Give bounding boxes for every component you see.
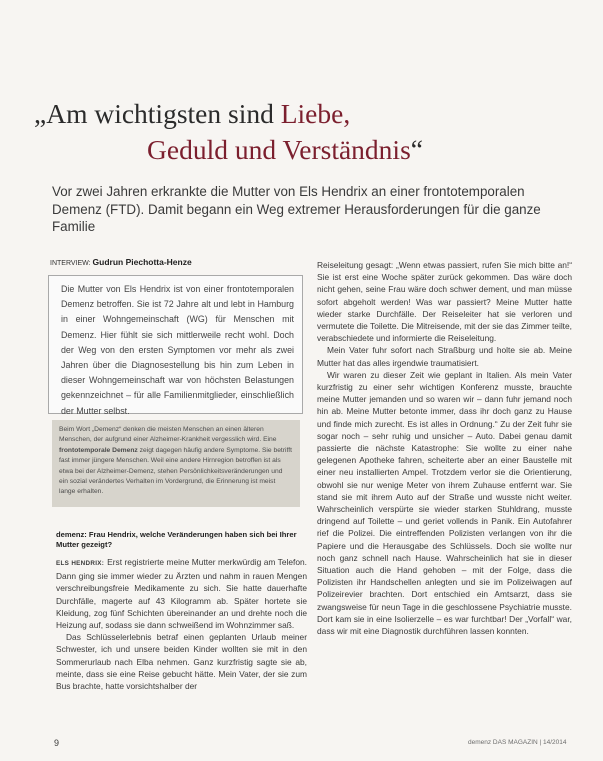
paragraph: Das Schlüsselerlebnis betraf einen geplanten Urlaub meiner Schwester, ich und unsere beiden Kinder wollten sie mit in den Sommerurlaub nach Elba nehmen. Ganz kurzfristig sagte sie ab, meinte, dass sie eine Reise gebucht hätte. Mein Vater, der sie zum Bus brachte, hatte vorsichtshalber der bbox=[56, 632, 307, 692]
interview-question: demenz: Frau Hendrix, welche Veränderungen haben sich bei Ihrer Mutter gezeigt? bbox=[56, 530, 297, 549]
byline-prefix: INTERVIEW: bbox=[50, 260, 93, 267]
article-lead: Vor zwei Jahren erkrankte die Mutter von Els Hendrix an einer frontotemporalen Demenz (FTD). Damit begann ein Weg extremer Herausforderungen für die ganze Familie bbox=[52, 184, 541, 234]
column-right bbox=[317, 259, 572, 637]
headline-accent-1: Liebe, bbox=[280, 98, 351, 129]
paragraph: ELS HENDRIX: Erst registrierte meine Mutter merkwürdig am Telefon. Dann ging sie immer wieder zu Ärzten und nahm in rauen Mengen verschreibungsfreie Medikamente zu sich. Sie hatte dauerhafte Durchfälle, magerte auf 43 Kilogramm ab. Später hortete sie Kleidung, zog fünf Schichten übereinander an und drehte noch die Heizung auf, sodass sie dann schweißend im Wohnzimmer saß. bbox=[56, 557, 307, 631]
headline-line-2: Geduld und Verständnis“ bbox=[147, 134, 423, 165]
byline bbox=[50, 257, 192, 267]
paragraph: Wir waren zu dieser Zeit wie geplant in Italien. Als mein Vater kurzfristig zu einer sehr wichtigen Konferenz musste, brauchte meine Mutter jemanden und so waren wir – dann fuhr jemand noch hin ab. Meine Mutter betonte immer, dass ihr doch ganz zu Hause und finde mich zurecht. Es ist alles in Ordnung.“ Zu der Zeit fuhr sie sogar noch – sehr ruhig und unsicher – Auto. Dabei genau damit passierte die nächste Katastrophe: Sie wollte zu einer nahe gelegenen Apotheke fahren, scheiterte aber an einer Baustelle mit einer neu installierten Ampel. Trotzdem verlor sie die Orientierung, obwohl sie nur wenige Meter von ihrem Zuhause entfernt war. Sie stand sie mit ihrem Auto auf der Straße und wusste nicht weiter. Wahrscheinlich verspürte sie wieder starken Stuhldrang, musste dringend auf Toilette – und geriet vollends in Panik. Ein Autofahrer rief die Polizei. Die eintreffenden Polizisten verlangen von ihr die Papiere und die Herausgabe des Schlüssels. Doch sie wollte nur noch ganz schnell nach Hause. Wahrscheinlich hat sie in dieser Situation auch die Hand gehoben – mit der Folge, dass die Polizisten ihr Handschellen anlegten und sie im Polizeiwagen auf Polizeirevier brachten. Dort entschied ein Amtsarzt, dass sie zwangsweise für neun Tage in die geschlossene Psychiatrie musste. Dort kam sie in eine Isolierzelle – es war furchtbar! Der „Vorfall“ war, dass wir mit eine Diagnostik durchführen lassen konnten. bbox=[317, 369, 572, 637]
paragraph: Mein Vater fuhr sofort nach Straßburg und holte sie ab. Meine Mutter hat das alles irgendwie traumatisiert. bbox=[317, 345, 572, 368]
headline-line-1: „Am wichtigsten sind Liebe, bbox=[34, 98, 351, 129]
speaker-label: ELS HENDRIX: bbox=[56, 560, 105, 567]
column-left bbox=[56, 556, 307, 692]
footer-publication: demenz DAS MAGAZIN | 14/2014 bbox=[468, 739, 567, 746]
intro-box: Die Mutter von Els Hendrix ist von einer frontotemporalen Demenz betroffen. Sie ist 72 Jahre alt und lebt in Hamburg in einer Wohngemeinschaft (WG) für Menschen mit Demenz. Hier fühlt sie sich mittlerweile recht wohl. Doch der Weg von den ersten Symptomen vor mehr als zwei Jahren über die Diagnosestellung bis hin zum Leben in dieser Wohngemeinschaft war von höchsten Belastungen gekennzeichnet – für alle Familienmitglieder, einschließlich der Mutter selbst. bbox=[48, 275, 303, 414]
article-headline bbox=[34, 96, 574, 168]
headline-accent-2: Geduld und Verständnis bbox=[147, 134, 411, 165]
info-box-title: frontotemporale Demenz bbox=[59, 446, 138, 454]
info-box-ftd: Beim Wort „Demenz“ denken die meisten Menschen an einen älteren Menschen, der aufgrund einer Alzheimer-Krankheit vergesslich wird. Eine frontotemporale Demenz zeigt dagegen häufig andere Symptome. Sie betrifft fast immer jüngere Menschen. Weil eine andere Hirnregion betroffen ist als etwa bei der Alzheimer-Demenz, stehen Persönlichkeitsveränderungen und ein sozial verändertes Verhalten im Vordergrund, die Erinnerung ist meist lange erhalten. bbox=[52, 420, 300, 507]
page-number: 9 bbox=[54, 738, 60, 748]
byline-author: Gudrun Piechotta-Henze bbox=[92, 257, 192, 267]
paragraph: Reiseleitung gesagt: „Wenn etwas passiert, rufen Sie mich bitte an!“ Sie ist erst eine Woche später zurück gekommen. Das wäre doch nicht gehen, seine Frau wäre doch schwer dement, und man müsse sofort abgeholt werden! Was war passiert? Meine Mutter hatte wieder starke Durchfälle. Der Reiseleiter hat sie verloren und vermutete die Toilette. Die Mitreisende, mit der sie das Zimmer teilte, verabschiedete und informierte die Reiseleitung. bbox=[317, 260, 572, 344]
